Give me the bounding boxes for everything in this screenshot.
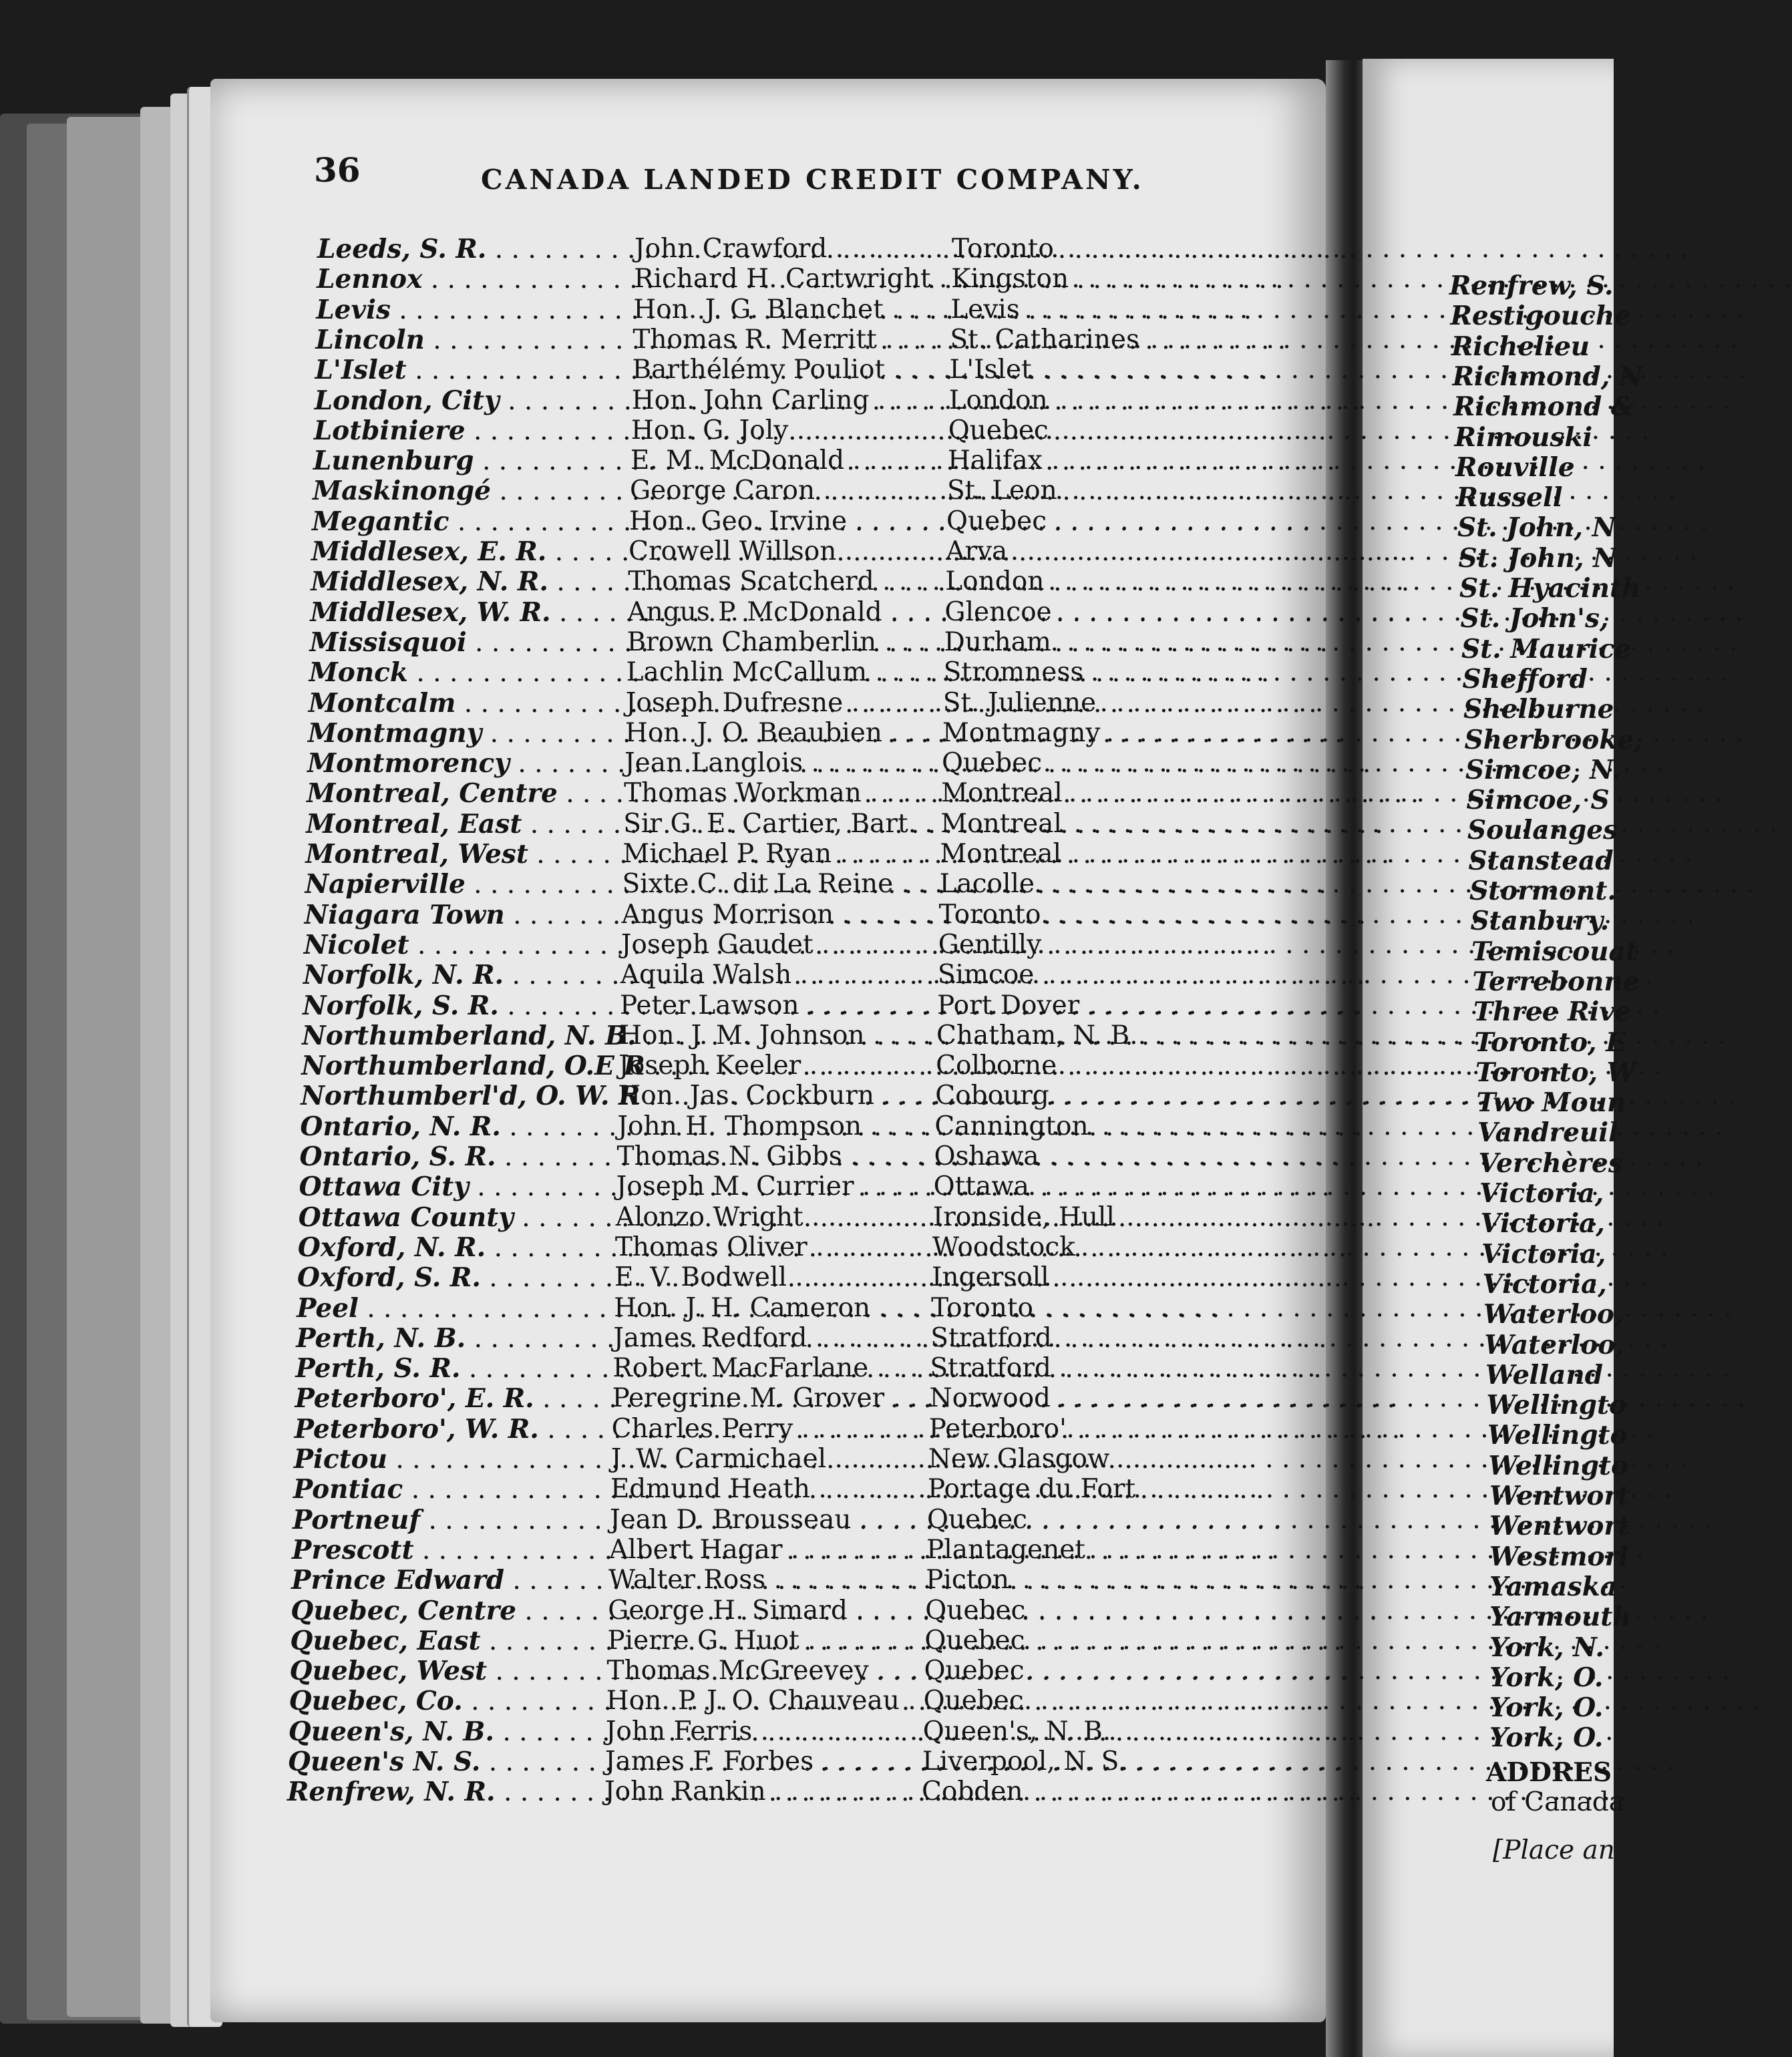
directory-row	[296, 1323, 1204, 1352]
directory-row	[306, 809, 1214, 838]
constituency-name: Monck . . .	[309, 657, 623, 688]
constituency-name: Middlesex, E. R. . . .	[311, 536, 625, 567]
constituency-name: Ottawa City . . .	[299, 1171, 613, 1202]
member-name: Jean D. Brousseau . . .	[610, 1505, 924, 1535]
member-name: James F. Forbes . . .	[605, 1746, 919, 1776]
post-office: Liverpool, N. S.	[922, 1746, 1127, 1776]
right-page-entry: St. Hyacinth	[1459, 573, 1641, 604]
directory-row	[312, 506, 1220, 536]
constituency-name: Northumberl'd, O. W. R . . .	[301, 1081, 614, 1111]
directory-row	[295, 1353, 1204, 1382]
post-office: Queen's, N. B.	[922, 1716, 1111, 1746]
right-page-entry: Russell	[1456, 482, 1563, 514]
right-page-entry: York, O.	[1489, 1722, 1604, 1754]
directory-row	[304, 930, 1212, 959]
right-page-entry: Wellingto	[1488, 1450, 1629, 1481]
member-name: Thomas Scatcherd . . .	[628, 566, 942, 596]
member-name: Joseph Gaudet . . .	[621, 930, 935, 960]
right-page-entry: Westmorl	[1489, 1541, 1629, 1572]
post-office: Halifax	[947, 445, 1043, 476]
right-page-entry: Three Rive	[1473, 996, 1631, 1028]
post-office: Quebec	[925, 1595, 1026, 1626]
constituency-name: Peterboro', E. R. . . .	[295, 1383, 608, 1414]
constituency-name: Montreal, West . . .	[305, 839, 619, 870]
right-page-entry: Vandreuil	[1477, 1117, 1618, 1149]
directory-row	[291, 1596, 1199, 1625]
member-name: Jean Langlois . . .	[624, 748, 938, 778]
right-page-entry: Yarmouth	[1489, 1602, 1632, 1633]
constituency-name: Niagara Town . . .	[305, 900, 618, 930]
post-office: Peterboro'	[928, 1413, 1067, 1444]
directory-row	[295, 1383, 1203, 1413]
directory-row	[303, 960, 1212, 989]
directory-row	[297, 1293, 1205, 1322]
post-office: Quebec	[946, 506, 1047, 536]
member-name: Peregrine M. Grover . . .	[612, 1383, 926, 1413]
right-page-entry: Rouville	[1455, 451, 1575, 483]
right-page-entry: Shelburne	[1463, 694, 1614, 725]
constituency-name: Prescott . . .	[292, 1535, 606, 1565]
post-office: Cannington	[934, 1111, 1089, 1141]
constituency-name: Portneuf . . .	[293, 1505, 606, 1535]
right-page-entry: Victoria,	[1480, 1208, 1605, 1240]
post-office: Toronto	[952, 234, 1054, 264]
post-office: Arva	[946, 536, 1008, 566]
post-office: St. Julienne	[942, 687, 1097, 718]
directory-row	[305, 900, 1213, 929]
member-name: Hon. J. O. Beaubien . . .	[625, 718, 939, 748]
post-office: Quebec	[948, 415, 1049, 445]
post-office: L'Islet	[949, 355, 1032, 385]
right-page-entry: York, O.	[1489, 1692, 1604, 1724]
post-office: Cobourg	[935, 1081, 1049, 1111]
directory-row	[310, 597, 1218, 626]
member-name: John Rankin . . .	[604, 1776, 918, 1807]
constituency-name: Nicolet . . .	[304, 930, 618, 960]
member-name: Richard H. Cartwright . . .	[634, 264, 948, 294]
right-page-entry: Temiscouat	[1471, 936, 1638, 967]
place-and-date-line: [Place an	[1493, 1835, 1615, 1866]
right-page-entry: Waterloo,	[1484, 1329, 1624, 1360]
constituency-name: Ontario, N. R. . . .	[300, 1111, 614, 1142]
right-page-entry: Toronto, E	[1474, 1026, 1626, 1058]
directory-row	[294, 1444, 1202, 1473]
constituency-name: Oxford, S. R. . . .	[297, 1262, 611, 1293]
constituency-name: Quebec, Centre . . .	[291, 1596, 604, 1626]
member-name: John H. Thompson . . .	[617, 1111, 931, 1141]
right-page-entry: Wentwort	[1489, 1511, 1630, 1542]
directory-row	[307, 748, 1216, 777]
constituency-name: Norfolk, N. R. . . .	[303, 960, 617, 990]
post-office: Port Dover	[936, 990, 1080, 1020]
directory-row	[301, 1051, 1210, 1080]
post-office: Ottawa	[933, 1171, 1029, 1202]
post-office: Toronto	[931, 1292, 1033, 1323]
member-name: Hon. J. G. Blanchet . . .	[633, 295, 947, 325]
constituency-name: Perth, N. B. . . .	[296, 1323, 610, 1354]
member-name: Albert Hagar . . .	[609, 1535, 923, 1565]
constituency-name: Montcalm . . .	[309, 688, 622, 719]
right-page-entry: Richmond, N	[1452, 361, 1643, 392]
member-name: Thomas Workman . . .	[624, 778, 938, 808]
member-name: Joseph Dufresne . . .	[626, 688, 940, 718]
constituency-name: Lotbiniere . . .	[314, 415, 628, 446]
right-page-entry: Stanstead	[1468, 845, 1614, 876]
post-office: Ingersoll	[932, 1262, 1049, 1293]
right-page-entry: Sherbrooke,	[1464, 724, 1643, 755]
directory-row	[298, 1232, 1206, 1262]
member-name: Alonzo Wright . . .	[616, 1202, 930, 1232]
member-name: Hon. G. Joly . . .	[631, 415, 945, 445]
member-name: Crowell Willson . . .	[629, 536, 942, 566]
right-page-entry: Simcoe, S	[1466, 785, 1610, 816]
constituency-name: Queen's, N. B. . . .	[289, 1716, 602, 1747]
post-office: Montreal	[940, 839, 1061, 869]
constituency-name: Quebec, East . . .	[290, 1626, 604, 1656]
post-office: New Glasgow	[928, 1444, 1110, 1474]
constituency-name: Oxford, N. R. . . .	[298, 1232, 612, 1263]
constituency-name: Perth, S. R. . . .	[295, 1353, 609, 1384]
directory-row	[307, 778, 1215, 807]
directory-row	[299, 1202, 1207, 1232]
constituency-name: Missisquoi . . .	[310, 627, 624, 658]
directory-row	[290, 1626, 1198, 1655]
post-office: Plantagenet	[926, 1534, 1085, 1565]
post-office: Woodstock	[932, 1232, 1075, 1262]
member-name: Aquila Walsh . . .	[620, 960, 934, 990]
directory-row	[289, 1716, 1197, 1746]
directory-row	[287, 1776, 1196, 1806]
right-page-entry: Richmond &	[1453, 391, 1635, 423]
constituency-name: L'Islet . . .	[315, 355, 629, 385]
post-office: Stratford	[930, 1322, 1052, 1353]
right-page-entry: Verchères	[1478, 1147, 1623, 1179]
member-name: Charles Perry . . .	[612, 1414, 926, 1444]
post-office: Glencoe	[944, 596, 1052, 627]
directory-row	[313, 445, 1222, 475]
post-office: Oshawa	[934, 1141, 1039, 1171]
directory-row	[293, 1505, 1201, 1534]
right-page-entry: Victoria,	[1479, 1178, 1604, 1209]
member-name: Barthélémy Pouliot . . .	[632, 355, 946, 385]
member-name: Joseph Keeler . . .	[618, 1051, 932, 1081]
constituency-name: Montreal, Centre . . .	[307, 778, 620, 809]
constituency-name: Ottawa County . . .	[299, 1202, 612, 1233]
post-office: Portage du Fort	[927, 1474, 1136, 1505]
right-page-entry: St. John, N	[1457, 512, 1616, 544]
constituency-name: London, City . . .	[315, 385, 629, 416]
constituency-name: Peterboro', W. R. . . .	[295, 1414, 608, 1445]
directory-row	[297, 1262, 1206, 1292]
constituency-name: Montmagny . . .	[308, 718, 622, 749]
member-name: John Ferris . . .	[606, 1716, 920, 1746]
post-office: Montmagny	[942, 717, 1101, 748]
directory-row	[301, 1081, 1209, 1110]
constituency-name: Montreal, East . . .	[306, 809, 620, 839]
constituency-name: Prince Edward . . .	[291, 1565, 605, 1596]
member-name: John Crawford . . .	[635, 234, 948, 264]
member-name: Hon. John Carling . . .	[632, 385, 946, 415]
member-name: Angus P. McDonald . . .	[627, 597, 941, 627]
directory-row	[314, 415, 1222, 445]
member-name: Hon. P. J. O. Chauveau . . .	[606, 1686, 920, 1716]
post-office: St. Catharines	[950, 324, 1139, 355]
member-name: E. M. McDonald . . .	[631, 445, 944, 476]
constituency-name: Northumberland, O.E R . . .	[301, 1051, 615, 1081]
right-page-entry: Terrebonne	[1472, 966, 1640, 997]
constituency-name: Pontiac . . .	[293, 1474, 607, 1505]
post-office: St. Leon	[946, 476, 1057, 506]
member-name: Thomas R. Merritt . . .	[633, 325, 946, 355]
right-page-entry: York, O.	[1489, 1662, 1604, 1693]
member-name: James Redford . . .	[613, 1323, 927, 1353]
constituency-name: Quebec, West . . .	[290, 1656, 604, 1686]
member-name: Hon. J. H. Cameron . . .	[614, 1293, 928, 1323]
right-page-entry: Wellingto	[1487, 1420, 1628, 1451]
right-page-entry: Wentwort	[1489, 1481, 1630, 1511]
constituency-name: Lennox . . .	[317, 264, 631, 295]
constituency-name: Queen's N. S. . . .	[288, 1746, 602, 1777]
post-office: Quebec	[923, 1686, 1024, 1716]
post-office: Toronto	[938, 899, 1041, 930]
right-page-entry: Wellingto	[1486, 1390, 1627, 1421]
constituency-name: Middlesex, N. R. . . .	[311, 566, 624, 597]
directory-row	[289, 1686, 1198, 1715]
right-page-entry: Waterloo,	[1483, 1299, 1624, 1330]
post-office: Cobden	[922, 1776, 1023, 1807]
right-page-entry: Toronto, W	[1475, 1057, 1636, 1088]
directory-row	[288, 1746, 1196, 1776]
right-page-entry: Victoria,	[1482, 1268, 1607, 1300]
member-name: Pierre G. Huot . . .	[607, 1626, 921, 1656]
directory-row	[300, 1141, 1208, 1171]
right-page-entry: Stanbury.	[1470, 906, 1610, 937]
post-office: London	[945, 566, 1045, 597]
right-page-entry: Welland	[1485, 1359, 1603, 1390]
directory-row	[308, 718, 1216, 747]
directory-row	[316, 295, 1224, 324]
right-page-entry: St. John, N	[1458, 542, 1617, 574]
directory-row	[315, 355, 1223, 384]
post-office: Quebec	[924, 1656, 1025, 1686]
directory-row	[309, 657, 1218, 687]
post-office: Picton	[926, 1565, 1009, 1596]
right-page-entry: St. Maurice	[1461, 633, 1632, 665]
right-page-entry: Restigouche	[1450, 301, 1632, 332]
member-name: Hon. Jas. Cockburn . . .	[618, 1081, 932, 1111]
right-page-entry: Simcoe, N.	[1465, 754, 1621, 785]
right-page-entry: Richelieu	[1451, 331, 1590, 362]
right-page-entry: St. John's,	[1460, 603, 1609, 634]
constituency-name: Maskinongé . . .	[313, 476, 626, 506]
post-office: Simcoe	[937, 960, 1035, 990]
post-office: Ironside, Hull	[932, 1201, 1115, 1232]
constituency-name: Pictou . . .	[294, 1444, 608, 1475]
right-page-entry: Shefford	[1462, 663, 1588, 695]
member-name: Joseph M. Currier . . .	[616, 1171, 930, 1201]
directory-row	[295, 1414, 1203, 1443]
post-office: Durham	[944, 626, 1051, 657]
directory-row	[315, 385, 1223, 415]
directory-row	[292, 1535, 1200, 1564]
directory-row	[302, 1020, 1210, 1050]
constituency-name: Northumberland, N. B. . . .	[302, 1020, 616, 1051]
member-name: Hon. Geo. Irvine . . .	[629, 506, 943, 536]
right-page-entry: Yamaska	[1489, 1571, 1617, 1602]
directory-row	[300, 1111, 1208, 1141]
member-name: Walter Ross . . .	[608, 1565, 922, 1595]
post-office: Montreal	[940, 808, 1062, 839]
running-head: CANADA LANDED CREDIT COMPANY.	[481, 164, 1144, 196]
post-office: London	[948, 385, 1048, 415]
member-name: Lachlin McCallum . . .	[626, 657, 940, 687]
member-name: J. W. Carmichael . . .	[611, 1444, 925, 1474]
member-name: Sixte C. dit La Reine . . .	[622, 869, 936, 899]
post-office: Lacolle	[939, 869, 1035, 900]
member-name: Thomas McGreevey . . .	[607, 1656, 921, 1686]
directory-row	[303, 990, 1211, 1020]
member-name: George H. Simard . . .	[608, 1596, 922, 1626]
directory-row	[317, 234, 1226, 263]
member-name: Robert MacFarlane . . .	[612, 1353, 926, 1383]
post-office: Chatham, N. B.	[936, 1020, 1138, 1051]
directory-row	[311, 566, 1219, 596]
right-page-entry: Renfrew, S.	[1449, 270, 1614, 301]
constituency-name: Quebec, Co. . . .	[289, 1686, 603, 1716]
member-name: Thomas Oliver . . .	[615, 1232, 929, 1262]
post-office: Quebec	[924, 1625, 1025, 1656]
right-page-entry: York, N.	[1489, 1632, 1604, 1663]
address-heading: ADDRES	[1486, 1756, 1612, 1788]
constituency-name: Renfrew, N. R. . . .	[287, 1776, 601, 1807]
constituency-name: Megantic . . .	[312, 506, 626, 537]
member-name: Hon. J. M. Johnson . . .	[619, 1020, 933, 1051]
member-name: Edmund Heath . . .	[610, 1474, 924, 1504]
post-office: Levis	[950, 294, 1020, 325]
constituency-name: Leeds, S. R. . . .	[317, 234, 631, 264]
directory-row	[315, 325, 1224, 354]
constituency-name: Peel . . .	[297, 1293, 610, 1324]
member-name: George Caron . . .	[630, 476, 944, 506]
right-page-entry: Stormont.	[1469, 876, 1616, 906]
constituency-name: Napierville . . .	[305, 869, 618, 900]
right-page-entry: Soulanges	[1467, 815, 1618, 846]
right-page-entry: Victoria,	[1481, 1238, 1606, 1270]
constituency-name: Ontario, S. R. . . .	[300, 1141, 614, 1172]
member-name: Michael P. Ryan . . .	[622, 839, 936, 869]
directory-row	[293, 1474, 1202, 1503]
directory-row	[305, 869, 1213, 898]
directory-row	[291, 1565, 1200, 1594]
right-page-entry: Two Moun	[1476, 1087, 1626, 1119]
right-page-directory	[1363, 0, 1643, 2057]
member-name: Sir G. E. Cartier, Bart. . . .	[623, 809, 937, 839]
constituency-name: Levis . . .	[316, 295, 630, 325]
member-name: Thomas N. Gibbs . . .	[617, 1141, 931, 1171]
post-office: Montreal	[941, 778, 1063, 809]
directory-row	[317, 264, 1225, 293]
address-line: of Canada	[1491, 1787, 1624, 1817]
member-name: Angus Morrison . . .	[622, 900, 936, 930]
constituency-name: Lunenburg . . .	[313, 445, 627, 476]
directory-row	[310, 627, 1218, 657]
post-office: Gentilly	[938, 929, 1042, 960]
post-office: Colborne	[936, 1051, 1057, 1081]
constituency-name: Montmorency . . .	[307, 748, 621, 779]
constituency-name: Lincoln . . .	[315, 325, 629, 355]
directory-row	[309, 688, 1217, 717]
post-office: Kingston	[951, 264, 1069, 295]
directory-row	[311, 536, 1220, 566]
directory-row	[290, 1656, 1198, 1685]
directory-row	[299, 1171, 1208, 1201]
post-office: Norwood	[929, 1383, 1051, 1414]
constituency-name: Middlesex, W. R. . . .	[310, 597, 624, 628]
constituency-name: Norfolk, S. R. . . .	[303, 990, 616, 1021]
member-name: Peter Lawson . . .	[620, 990, 934, 1020]
directory-row	[313, 476, 1221, 505]
directory-row	[305, 839, 1214, 868]
post-office: Quebec	[942, 748, 1043, 779]
right-page-entry: Rimouski	[1454, 421, 1593, 453]
member-name: E. V. Bodwell . . .	[614, 1262, 928, 1292]
member-name: Brown Chamberlin . . .	[627, 627, 941, 657]
post-office: Quebec	[926, 1504, 1027, 1535]
post-office: Stromness	[943, 657, 1084, 688]
page-number: 36	[314, 150, 361, 190]
post-office: Stratford	[930, 1353, 1051, 1384]
